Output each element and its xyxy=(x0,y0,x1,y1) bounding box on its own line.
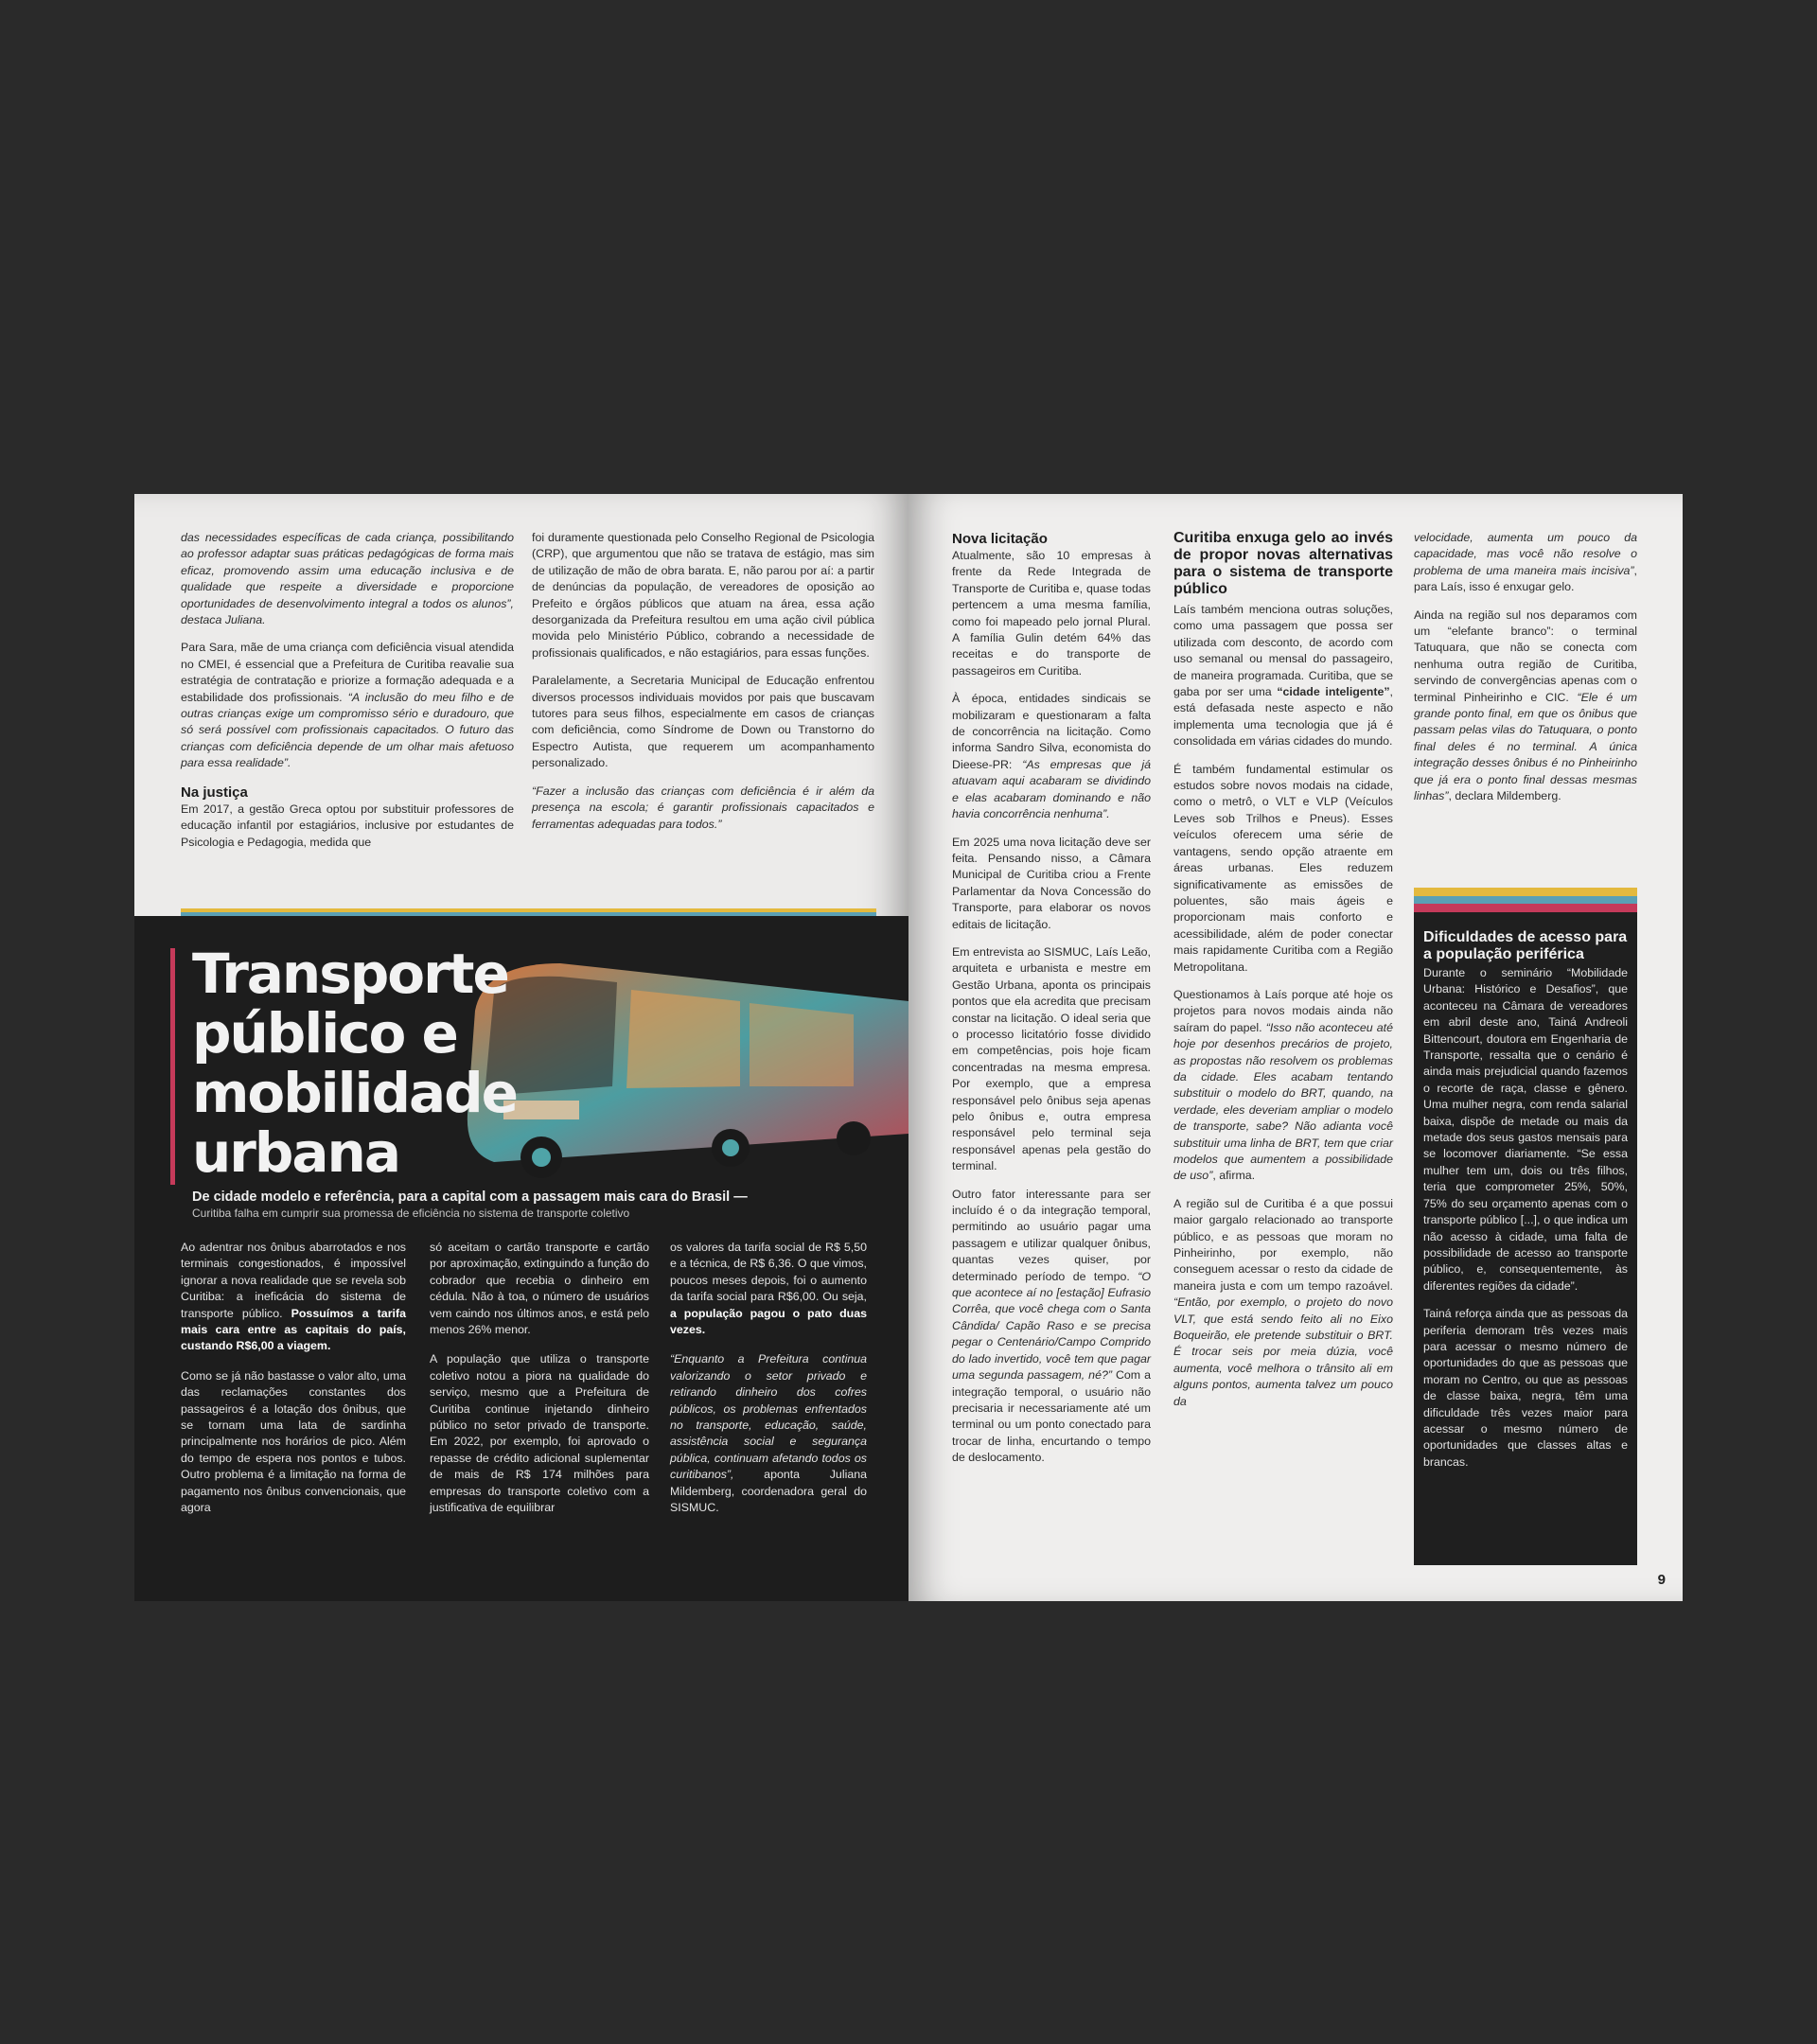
feature-column-3: os valores da tarifa social de R$ 5,50 e a técnica, de R$ 6,36. O que vimos, poucos meses depois, foi o aumento da tarifa social para R$6,00. Ou seja, a população pagou o pato duas vezes. “Enquanto a Prefeitura continua valorizando o setor privado e retirando dinheiro dos cofres públicos, os problemas enfrentados no transporte, educação, saúde, assistência social e segurança pública, continuam afetando todos os curitibanos”, aponta Juliana Mildemberg, coordenadora geral do SISMUC. xyxy=(670,1241,867,1515)
paragraph: Paralelamente, a Secretaria Municipal de Educação enfrentou diversos processos individuais movidos por pais que buscavam tutores para seus filhos, especialmente em casos de crianças com deficiência, como Síndrome de Down ou Transtorno do Espectro Autista, que requerem um acompanhamento personalizado. xyxy=(532,674,874,770)
feature-subtitle: De cidade modelo e referência, para a capital com a passagem mais cara do Brasil — xyxy=(192,1189,748,1205)
section-heading: Na justiça xyxy=(181,784,248,801)
feature-title: Transporte público e mobilidade urbana xyxy=(192,942,517,1185)
right-column-1: Nova licitação Atualmente, são 10 empresas à frente da Rede Integrada de Transporte de Curitiba e, quase todas pertencem a uma mesma família, como foi mapeado pelo jornal Plural. A família Gulin detém 64% das receitas e do transporte de passageiros em Curitiba. À época, entidades sindicais se mobilizaram e questionaram a falta de concorrência na licitação. Como informa Sandro Silva, economista do Dieese-PR: “As empresas que já atuavam aqui acabaram se dividindo e elas acabaram dominando e não havia concorrência nenhuma”. Em 2025 uma nova licitação deve ser feita. Pensando nisso, a Câmara Municipal de Curitiba criou a Frente Parlamentar da Nova Concessão do Transporte, para elaborar os novos editais de licitação. Em entrevista ao SISMUC, Laís Leão, arquiteta e urbanista e mestre em Gestão Urbana, aponta os principais pontos que ela acredita que precisam constar na licitação. O ideal seria que o processo licitatório fosse dividido em competências, pois hoje ficam concentradas na mesma empresa. Por exemplo, que a empresa responsável pelo ônibus seja apenas pelo ônibus e, outra empresa responsável pelo terminal seja responsável apenas pela gestão do terminal. Outro fator interessante para ser incluído é o da integração temporal, permitindo ao usuário pagar uma passagem e utilizar qualquer ônibus, quantas vezes quiser, por determinado período de tempo. “O que acontece aí no [estação] Eufrasio Corrêa, que você chega com o Santa Cândida/ Capão Raso e se precisa pegar o Centenário/Campo Comprido do lado invertido, você tem que pagar uma segunda passagem, né?” Com a integração temporal, o usuário não precisaria ir necessariamente até um terminal ou um ponto conectado para trocar de linha, encurtando o tempo de deslocamento. xyxy=(952,531,1151,1465)
paragraph: foi duramente questionada pelo Conselho Regional de Psicologia (CRP), que argumentou que não se tratava de estágio, mas sim de utilização de mão de obra barata. E, não parou por aí: a partir de denúncias da população, de vereadores de oposição ao Prefeito e órgãos públicos que atuam na área, essa ação desorganizada da Prefeitura resultou em uma ação civil pública movida pelo Ministério Público, cobrando a necessidade de profissionais qualificados, e não estagiários, para essas funções. xyxy=(532,531,874,660)
section-heading: Nova licitação xyxy=(952,531,1048,547)
box-heading: Dificuldades de acesso para a população periférica xyxy=(1423,929,1628,962)
right-column-2: Curitiba enxuga gelo ao invés de propor novas alternativas para o sistema de transporte público Laís também menciona outras soluções, como uma passagem que possa ser utilizada com desconto, de acordo com uso semanal ou mensal do passageiro, de maneira programada. Curitiba, que se gaba por ser uma “cidade inteligente”, está defasada neste aspecto e não implementa uma tecnologia que já é consolidada em várias cidades do mundo. É também fundamental estimular os estudos sobre novos modais na cidade, como o metrô, o VLT e VLP (Veículos Leves sob Trilhos e Pneus). Esses veículos oferecem uma série de vantagens, sendo opção atraente em áreas urbanas. Eles reduzem significativamente as emissões de poluentes, são mais ágeis e proporcionam mais conforto e acessibilidade, além de poder conectar mais rapidamente Curitiba com a Região Metropolitana. Questionamos à Laís porque até hoje os projetos para novos modais ainda não saíram do papel. “Isso não aconteceu até hoje por desenhos precários de projeto, as propostas não resolvem os problemas da cidade. Eles acabam tentando substituir o modelo do BRT, quando, na verdade, eles deveriam ampliar o modelo de transporte, sabe? Não adianta você substituir uma linha de BRT, tem que criar modelos que aumentem a possibilidade de uso”, afirma. A região sul de Curitiba é a que possui maior gargalo relacionado ao transporte público, e as pessoas que moram no Pinheirinho, por exemplo, não conseguem acessar o resto da cidade de maneira justa e com um tempo razoável. “Então, por exemplo, o projeto do novo VLT, que está sendo feito ali no Eixo Boqueirão, ele pretende substituir o BRT. É trocar seis por meia dúzia, você aumenta, você melhora o trânsito ali em alguns pontos, aumenta talvez um pouco da xyxy=(1173,530,1393,1408)
paragraph: Em 2017, a gestão Greca optou por substituir professores de educação infantil por estagiários, inclusive por estudantes de Psicologia e Pedagogia, medida que xyxy=(181,802,514,849)
section-heading: Curitiba enxuga gelo ao invés de propor novas alternativas para o sistema de transporte público xyxy=(1173,530,1393,597)
bus-illustration xyxy=(456,944,908,1181)
sidebar-box: Dificuldades de acesso para a população periférica Durante o seminário “Mobilidade Urbana: Histórico e Desafios”, que aconteceu na Câmara de vereadores em abril deste ano, Tainá Andreoli Bittencourt, doutora em Engenharia de Transporte, ressalta que o cenário é ainda mais prejudicial quando fazemos o recorte de raça, classe e gênero. Uma mulher negra, com renda salarial baixa, dispõe de metade ou mais da metade dos seus gastos mensais para se locomover diariamente. “Se essa mulher tem um, dois ou três filhos, teria que comprometer 25%, 50%, 75% do seu orçamento apenas com o transporte público [...], o que indica um não acesso à cidade, uma falta de possibilidade de acesso ao transporte público, e, consequentemente, às diferentes regiões da cidade”. Tainá reforça ainda que as pessoas da periferia demoram três vezes mais para acessar o mesmo número de oportunidades do que as pessoas que moram no Centro, ou que as pessoas de classe baixa, negra, têm uma dificuldade três vezes maior para acessar o mesmo número de oportunidades que classes altas e brancas. xyxy=(1414,912,1637,1565)
title-accent-bar xyxy=(170,948,175,1185)
paragraph: Para Sara, mãe de uma criança com deficiência visual atendida no CMEI, é essencial que a Prefeitura de Curitiba reavalie sua estratégia de contratação e priorize a formação adequada e a estabilidade dos profissionais. “A inclusão do meu filho e de outras crianças exige um compromisso sério e duradouro, que só será possível com profissionais capacitados. O futuro das crianças com deficiência depende de um olhar mais afetuoso para essa realidade”. xyxy=(181,641,514,770)
left-column-2 xyxy=(532,530,874,844)
color-stripes xyxy=(181,908,876,916)
feature-panel xyxy=(134,916,908,1601)
left-page xyxy=(134,494,908,1601)
left-column-1 xyxy=(181,530,514,862)
page-number: 9 xyxy=(1657,1572,1666,1588)
right-page xyxy=(908,494,1683,1601)
paragraph: das necessidades específicas de cada criança, possibilitando ao professor adaptar suas práticas pedagógicas de forma mais eficaz, promovendo assim uma educação inclusiva e de qualidade que respeite a diversidade e proporcione oportunidades de desenvolvimento integral a todos os alunos”, destaca Juliana. xyxy=(181,531,514,627)
feature-column-1: Ao adentrar nos ônibus abarrotados e nos terminais congestionados, é impossível ignorar a nova realidade que se revela sob Curitiba: a ineficácia do sistema de transporte público. Possuímos a tarifa mais cara entre as capitais do país, custando R$6,00 a viagem. Como se já não bastasse o valor alto, uma das reclamações constantes dos passageiros é a lotação dos ônibus, que se tornam uma lata de sardinha principalmente nos horários de pico. Além do tempo de espera nos pontos e tubos. Outro problema é a limitação na forma de pagamento nos ônibus convencionais, que agora xyxy=(181,1241,406,1515)
quote: “Fazer a inclusão das crianças com deficiência é ir além da presença na escola; é garantir profissionais capacitados e ferramentas adequadas para todos.” xyxy=(532,784,874,831)
feature-subtitle-line2: Curitiba falha em cumprir sua promessa de eficiência no sistema de transporte coletivo xyxy=(192,1207,630,1220)
box-color-stripes xyxy=(1414,888,1637,912)
right-column-3: velocidade, aumenta um pouco da capacidade, mas você não resolve o problema de uma maneira mais incisiva”, para Laís, isso é enxugar gelo. Ainda na região sul nos deparamos com um “elefante branco”: o terminal Tatuquara, que não se conecta com nenhuma outra região de Curitiba, servindo de convergências apenas com o terminal Pinheirinho e CIC. “Ele é um grande ponto final, em que os ônibus que passam pelas vilas do Tatuquara, o ponto final deles é no terminal. A única integração desses ônibus é no Pinheirinho que já era o ponto final dessas mesmas linhas”, declara Mildemberg. xyxy=(1414,531,1637,803)
feature-column-2: só aceitam o cartão transporte e cartão por aproximação, extinguindo a função do cobrador que recebia o dinheiro em cédula. Não à toa, o número de usuários vem caindo nos últimos anos, e está pelo menos 26% menor. A população que utiliza o transporte coletivo notou a piora na qualidade do serviço, mesmo que a Prefeitura de Curitiba continue injetando dinheiro público no setor privado de transporte. Em 2022, por exemplo, foi aprovado o repasse de crédito adicional suplementar de mais de R$ 174 milhões para empresas do transporte coletivo com a justificativa de equilibrar xyxy=(430,1241,649,1515)
